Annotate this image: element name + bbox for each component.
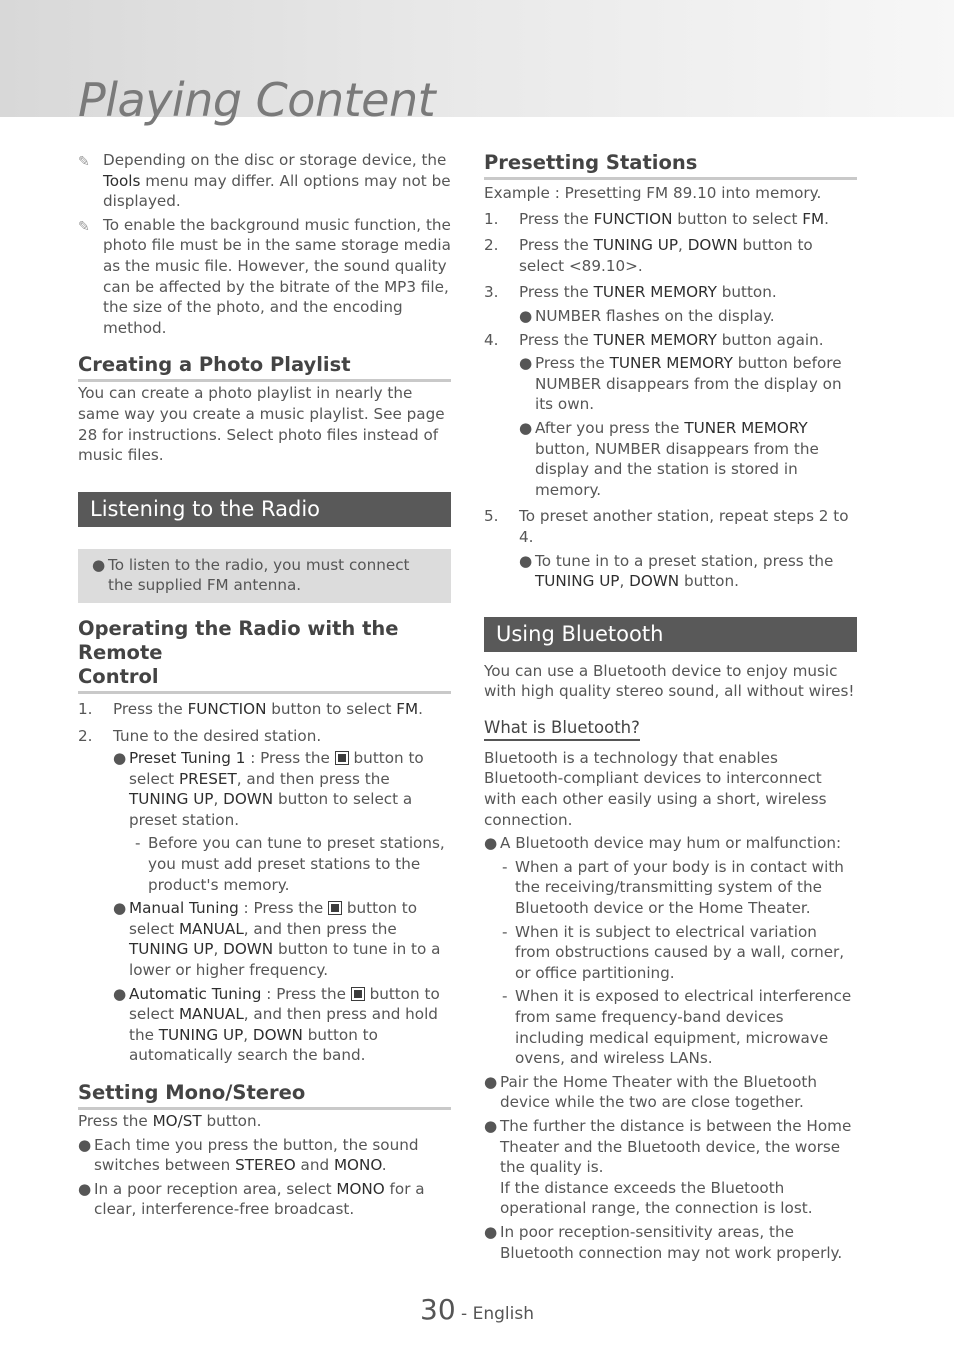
automatic-tuning-item: ● Automatic Tuning : Press the button to select MANUAL, and then press and hold the TUNING UP, DOWN button to automatically search the band. — [113, 984, 440, 1065]
preset-step-4: 4. Press the TUNER MEMORY button again. — [484, 330, 824, 349]
bullet-icon: ● — [484, 1116, 498, 1135]
page-number: 30 — [420, 1293, 456, 1326]
presetting-example: Example : Presetting FM 89.10 into memory. — [484, 184, 822, 202]
preset-step-3: 3. Press the TUNER MEMORY button. — [484, 283, 777, 302]
note-background-music — [78, 215, 451, 339]
bullet-icon: ● — [484, 834, 498, 853]
note-text: Depending on the disc or storage device, the Tools menu may differ. All options may not be displayed. — [103, 151, 451, 211]
radio-antenna-note-box — [78, 549, 451, 603]
dash-icon: - — [502, 922, 508, 941]
preset-sub-note: - Before you can tune to preset stations, you must add preset stations to the product's memory. — [135, 834, 445, 894]
preset-step-1: 1. Press the FUNCTION button to select FM. — [484, 209, 829, 228]
list-item: ● Press the TUNER MEMORY button before NUMBER disappears from the display on its own. — [519, 354, 842, 414]
pencil-note-icon: ✎ — [78, 154, 90, 170]
mono-intro: Press the MO/ST button. — [78, 1112, 262, 1130]
list-item: ● To listen to the radio, you must connect the supplied FM antenna. — [92, 555, 410, 595]
step-2: 2. Tune to the desired station. — [78, 726, 322, 745]
page-footer — [0, 1290, 954, 1334]
section-heading-remote-control: Operating the Radio with the Remote Control — [78, 617, 451, 694]
bullet-icon: ● — [92, 555, 106, 574]
bullet-icon: ● — [519, 551, 533, 570]
section-bar-listening-radio: Listening to the Radio — [78, 492, 451, 527]
dash-icon: - — [502, 987, 508, 1006]
square-button-icon — [351, 987, 365, 1001]
bullet-icon: ● — [484, 1072, 498, 1091]
bullet-icon: ● — [113, 984, 127, 1003]
list-item: - When it is exposed to electrical interference from same frequency-band devices including medical equipment, microwave ovens, and wireless LANs. — [502, 987, 852, 1068]
preset-tuning-item: ● Preset Tuning 1 : Press the button to select PRESET, and then press the TUNING UP, DOWN button to select a preset station. — [113, 749, 424, 829]
list-item: - When a part of your body is in contact with the receiving/transmitting system of the Bluetooth device or the Home Theater. — [502, 857, 844, 918]
preset-step-5: 5. To preset another station, repeat steps 2 to 4. — [484, 507, 849, 546]
left-column — [78, 150, 451, 1220]
section-heading-mono-stereo: Setting Mono/Stereo — [78, 1080, 451, 1110]
photo-playlist-body: You can create a photo playlist in nearly the same way you create a music playlist. See page 28 for instructions. Select photo files instead of music files. — [78, 384, 445, 465]
section-heading-photo-playlist: Creating a Photo Playlist — [78, 352, 451, 382]
list-item: ● To tune in to a preset station, press the TUNING UP, DOWN button. — [519, 551, 834, 591]
list-item: ● In poor reception-sensitivity areas, the Bluetooth connection may not work properly. — [484, 1222, 843, 1262]
dash-icon: - — [502, 857, 508, 876]
list-item: ● Pair the Home Theater with the Bluetooth device while the two are close together. — [484, 1072, 817, 1112]
list-item: ● NUMBER flashes on the display. — [519, 306, 775, 325]
square-button-icon — [335, 751, 349, 765]
section-heading-presetting-stations: Presetting Stations — [484, 150, 857, 180]
bullet-icon: ● — [484, 1222, 498, 1241]
note-tools-menu — [78, 150, 451, 212]
bullet-icon: ● — [78, 1135, 92, 1154]
section-bar-using-bluetooth: Using Bluetooth — [484, 617, 857, 652]
pencil-note-icon: ✎ — [78, 218, 90, 235]
list-item: ● In a poor reception area, select MONO for a clear, interference-free broadcast. — [78, 1179, 425, 1219]
bullet-icon: ● — [78, 1179, 92, 1198]
bullet-icon: ● — [519, 354, 533, 373]
preset-step-2: 2. Press the TUNING UP, DOWN button to select <89.10>. — [484, 236, 813, 275]
list-item: - When it is subject to electrical variation from obstructions caused by a wall, corner, or office partitioning. — [502, 922, 845, 982]
bullet-icon: ● — [113, 749, 127, 768]
list-item: ● Each time you press the button, the sound switches between STEREO and MONO. — [78, 1135, 419, 1175]
manual-tuning-item: ● Manual Tuning : Press the button to select MANUAL, and then press the TUNING UP, DOWN button to tune in to a lower or higher frequency. — [113, 899, 441, 980]
list-item: ● After you press the TUNER MEMORY button, NUMBER disappears from the display and the station is stored in memory. — [519, 418, 819, 499]
list-item: ● A Bluetooth device may hum or malfunction: — [484, 834, 842, 853]
bullet-icon: ● — [113, 899, 127, 918]
step-1: 1. Press the FUNCTION button to select FM. — [78, 699, 423, 718]
subheading-what-is-bluetooth: What is Bluetooth? — [484, 717, 640, 741]
note-text: To enable the background music function, the photo file must be in the same storage media as the music file. However, the sound quality can be affected by the bitrate of the MP3 file, the size of the photo, and the encoding method. — [103, 215, 451, 337]
page-language: - English — [455, 1304, 534, 1324]
dash-icon: - — [135, 834, 141, 853]
square-button-icon — [328, 901, 342, 915]
bullet-icon: ● — [519, 306, 533, 325]
right-column — [484, 150, 857, 1263]
list-item: ● The further the distance is between the Home Theater and the Bluetooth device, the worse the quality is. If the distance exceeds the Bluetooth operational range, the connection is lost. — [484, 1116, 852, 1218]
what-is-bluetooth-body: Bluetooth is a technology that enables Bluetooth-compliant devices to interconnect with each other easily using a short, wireless connection. — [484, 748, 827, 829]
bluetooth-intro: You can use a Bluetooth device to enjoy music with high quality stereo sound, all without wires! — [484, 661, 855, 701]
page-title: Playing Content — [78, 73, 436, 127]
bullet-icon: ● — [519, 418, 533, 437]
